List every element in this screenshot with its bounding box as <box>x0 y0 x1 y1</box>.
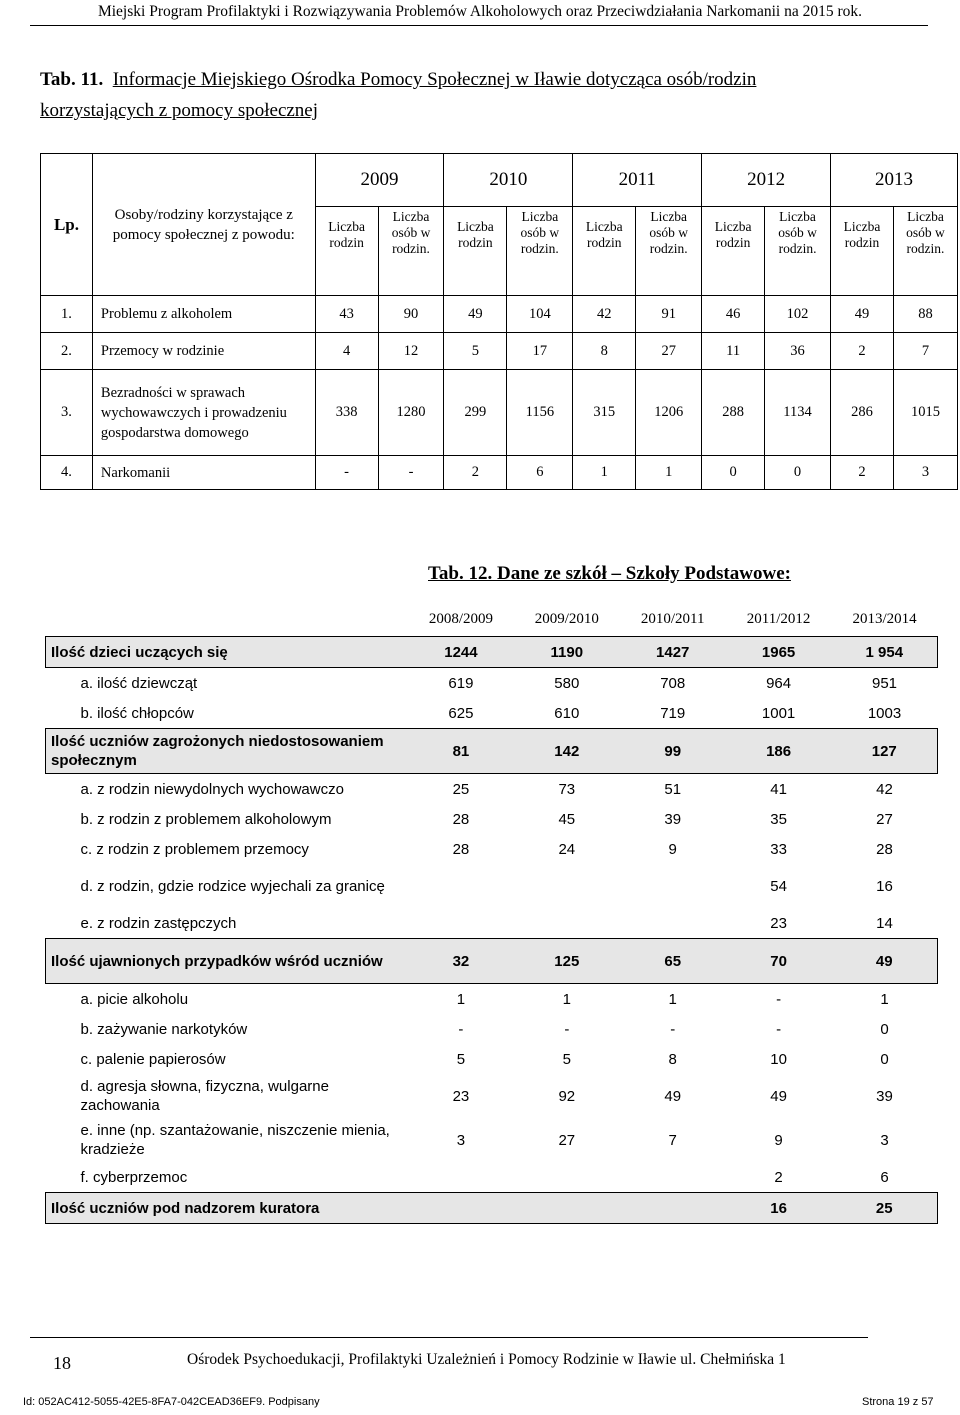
row-label: Problemu z alkoholem <box>92 296 315 333</box>
table-cell: - <box>564 1020 570 1038</box>
row-label: Ilość uczniów pod nadzorem kuratora <box>46 1193 408 1224</box>
row-label: Bezradności w sprawach wychowawczych i prowadzeniu gospodarstwa domowego <box>92 370 315 456</box>
row-label: d. agresja słowna, fizyczna, wulgarne zachowania <box>80 1078 329 1114</box>
table-row <box>46 1014 938 1044</box>
table-cell: 36 <box>765 333 831 370</box>
col-reason-header: Osoby/rodziny korzystające z pomocy społecznej z powodu: <box>92 154 315 296</box>
table-cell: - <box>315 456 378 490</box>
sub-header-families: Liczba rodzin <box>702 207 765 296</box>
table-cell: - <box>458 1020 464 1038</box>
table-cell: 1015 <box>893 370 957 456</box>
table-cell: - <box>776 990 782 1008</box>
table-cell: 2 <box>831 456 894 490</box>
table-cell: 580 <box>554 674 580 692</box>
table-cell <box>408 908 514 939</box>
sub-header-families: Liczba rodzin <box>573 207 636 296</box>
table-cell: 42 <box>573 296 636 333</box>
sub-header-persons: Liczba osób w rodzin. <box>378 207 444 296</box>
table-cell: 65 <box>620 939 726 984</box>
year-header: 2009 <box>315 154 444 207</box>
table-cell: 610 <box>554 704 580 722</box>
table-cell: 10 <box>770 1050 787 1068</box>
table-cell: 6 <box>507 456 573 490</box>
table-cell: 0 <box>880 1020 889 1038</box>
table-cell <box>620 864 726 908</box>
page-number: 18 <box>53 1353 71 1373</box>
header-rule <box>30 25 928 26</box>
school-year-header: 2009/2010 <box>534 611 599 627</box>
table11-label: Tab. 11. <box>40 69 104 90</box>
table-cell: 91 <box>636 296 702 333</box>
table-cell <box>514 1162 620 1193</box>
table-cell <box>408 1193 514 1224</box>
footer-text: Ośrodek Psychoedukacji, Profilaktyki Uzależnień i Pomocy Rodzinie w Iławie ul. Chełmińska 1 <box>187 1351 786 1368</box>
table-cell: 1 <box>668 990 677 1008</box>
table-cell: 73 <box>558 780 576 798</box>
row-label: b. zażywanie narkotyków <box>80 1020 248 1038</box>
table-cell: 24 <box>558 840 576 858</box>
table-row <box>46 908 938 939</box>
table-cell: 23 <box>770 914 787 932</box>
table-cell <box>620 1193 726 1224</box>
sub-header-families: Liczba rodzin <box>831 207 894 296</box>
year-header: 2010 <box>444 154 573 207</box>
table-cell: 1003 <box>867 704 902 722</box>
table-cell: 41 <box>770 780 787 798</box>
row-label: e. inne (np. szantażowanie, niszczenie mienia, kradzieże <box>80 1122 390 1158</box>
table-cell: 3 <box>456 1131 466 1149</box>
row-label: b. z rodzin z problemem alkoholowym <box>80 810 332 828</box>
row-label: Ilość dzieci uczących się <box>46 637 408 668</box>
table-row <box>46 1044 938 1074</box>
table-cell: 964 <box>766 674 792 692</box>
table-cell: 25 <box>452 780 470 798</box>
table-cell: 33 <box>770 840 787 858</box>
table-cell: 9 <box>668 840 677 858</box>
table-cell: 35 <box>770 810 787 828</box>
table-cell: 27 <box>636 333 702 370</box>
table-cell: 1 954 <box>832 637 938 668</box>
table-cell: 1 <box>456 990 466 1008</box>
table-cell: 1244 <box>408 637 514 668</box>
table-row <box>41 333 958 370</box>
table-cell: 1 <box>880 990 889 1008</box>
table-cell: 39 <box>876 1087 893 1105</box>
table-cell: 49 <box>664 1087 682 1105</box>
table-cell: 4 <box>315 333 378 370</box>
table-cell: 102 <box>765 296 831 333</box>
table-cell: 16 <box>876 877 893 895</box>
table11-title <box>40 64 940 126</box>
table-cell <box>620 908 726 939</box>
table-row <box>46 1162 938 1193</box>
table-cell: 5 <box>444 333 507 370</box>
table-cell: 5 <box>562 1050 571 1068</box>
row-number: 3. <box>41 370 93 456</box>
table-row <box>41 296 958 333</box>
row-label: a. z rodzin niewydolnych wychowawczo <box>80 780 344 798</box>
table-cell: 54 <box>770 877 787 895</box>
row-label: c. z rodzin z problemem przemocy <box>80 840 309 858</box>
table-row <box>46 984 938 1015</box>
table-cell: 16 <box>726 1193 832 1224</box>
table-cell: 92 <box>558 1087 576 1105</box>
row-label: Przemocy w rodzinie <box>92 333 315 370</box>
school-year-header: 2008/2009 <box>428 611 494 627</box>
table-cell <box>514 864 620 908</box>
table-cell: 1001 <box>761 704 796 722</box>
year-header: 2012 <box>702 154 831 207</box>
table-cell: 951 <box>872 674 898 692</box>
row-label: c. palenie papierosów <box>80 1050 226 1068</box>
table-cell: 142 <box>514 729 620 774</box>
table-cell: 708 <box>660 674 686 692</box>
table-cell: 1156 <box>507 370 573 456</box>
table-cell: 3 <box>893 456 957 490</box>
table12-title: Tab. 12. Dane ze szkół – Szkoły Podstawowe: <box>428 563 791 584</box>
col-lp-header: Lp. <box>41 154 93 296</box>
table11-body <box>41 296 958 490</box>
table-cell: 12 <box>378 333 444 370</box>
table-cell <box>408 1162 514 1193</box>
table-cell: 0 <box>702 456 765 490</box>
table-cell: - <box>670 1020 676 1038</box>
table-cell: 719 <box>660 704 686 722</box>
sub-header-families: Liczba rodzin <box>444 207 507 296</box>
table-cell: 299 <box>444 370 507 456</box>
table12-body <box>46 637 938 1224</box>
table-cell: 315 <box>573 370 636 456</box>
table-cell: 338 <box>315 370 378 456</box>
section-row <box>46 729 938 774</box>
row-label: Ilość uczniów zagrożonych niedostosowaniem społecznym <box>46 729 408 774</box>
table-cell: 7 <box>668 1131 677 1149</box>
table-cell: 8 <box>668 1050 677 1068</box>
table-row <box>46 698 938 729</box>
table-cell: 70 <box>726 939 832 984</box>
row-number: 1. <box>41 296 93 333</box>
table-row <box>46 1074 938 1118</box>
school-year-header: 2010/2011 <box>640 611 705 627</box>
sub-header-persons: Liczba osób w rodzin. <box>507 207 573 296</box>
row-label: Ilość ujawnionych przypadków wśród uczniów <box>46 939 408 984</box>
table-cell: 23 <box>452 1087 470 1105</box>
table-cell: 81 <box>408 729 514 774</box>
row-number: 2. <box>41 333 93 370</box>
table-cell: 0 <box>765 456 831 490</box>
table-cell: 45 <box>558 810 576 828</box>
table-cell: 17 <box>507 333 573 370</box>
section-row <box>46 1193 938 1224</box>
table-cell: 1206 <box>636 370 702 456</box>
year-header: 2013 <box>831 154 958 207</box>
table-row <box>46 864 938 908</box>
table-cell: 286 <box>831 370 894 456</box>
table-row <box>46 834 938 864</box>
row-label: b. ilość chłopców <box>80 704 194 722</box>
table-cell: 288 <box>702 370 765 456</box>
table-cell: 2 <box>831 333 894 370</box>
table-row <box>46 804 938 834</box>
table-cell: 49 <box>444 296 507 333</box>
sub-header-families: Liczba rodzin <box>315 207 378 296</box>
page-count: Strona 19 z 57 <box>862 1396 934 1408</box>
table-cell: 1 <box>636 456 702 490</box>
table11 <box>40 153 958 490</box>
table-cell: 625 <box>448 704 474 722</box>
row-label: d. z rodzin, gdzie rodzice wyjechali za granicę <box>80 877 385 895</box>
table-cell: 127 <box>832 729 938 774</box>
sub-header-persons: Liczba osób w rodzin. <box>765 207 831 296</box>
section-row <box>46 939 938 984</box>
table-cell: 1134 <box>765 370 831 456</box>
table-cell: 1 <box>562 990 571 1008</box>
table-row <box>46 774 938 805</box>
table-cell: 9 <box>774 1131 783 1149</box>
table-cell: 49 <box>832 939 938 984</box>
table-cell: 3 <box>880 1131 889 1149</box>
document-id: Id: 052AC412-5055-42E5-8FA7-042CEAD36EF9. Podpisany <box>23 1396 320 1408</box>
table12-corner <box>46 603 408 637</box>
table-cell: 49 <box>770 1087 787 1105</box>
table-cell: 619 <box>448 674 474 692</box>
row-label: f. cyberprzemoc <box>80 1168 188 1186</box>
table-cell: 88 <box>893 296 957 333</box>
table-row <box>46 668 938 699</box>
table-cell: 43 <box>315 296 378 333</box>
table-cell: 32 <box>408 939 514 984</box>
table-cell: 1427 <box>620 637 726 668</box>
school-year-header: 2013/2014 <box>852 611 917 627</box>
table-cell: 14 <box>876 914 893 932</box>
table-cell <box>620 1162 726 1193</box>
sub-header-persons: Liczba osób w rodzin. <box>636 207 702 296</box>
page-header: Miejski Program Profilaktyki i Rozwiązywania Problemów Alkoholowych oraz Przeciwdziałania Narkomanii na 2015 rok. <box>97 3 863 20</box>
footer-rule <box>30 1337 868 1338</box>
table-cell: - <box>378 456 444 490</box>
table-cell: 90 <box>378 296 444 333</box>
table-cell: 27 <box>558 1131 576 1149</box>
table11-title-line1: Informacje Miejskiego Ośrodka Pomocy Społecznej w Iławie dotycząca osób/rodzin <box>112 69 757 90</box>
table-cell: 5 <box>456 1050 466 1068</box>
table-cell: 28 <box>452 810 470 828</box>
table-row <box>46 1118 938 1162</box>
table-cell: 28 <box>452 840 470 858</box>
row-label: Narkomanii <box>92 456 315 490</box>
table-cell: 2 <box>444 456 507 490</box>
table-cell: 8 <box>573 333 636 370</box>
row-label: e. z rodzin zastępczych <box>80 914 237 932</box>
table11-title-line2: korzystających z pomocy społecznej <box>40 100 319 121</box>
table-cell: 46 <box>702 296 765 333</box>
table-cell: 51 <box>664 780 682 798</box>
table-cell: 25 <box>832 1193 938 1224</box>
table-cell: - <box>776 1020 782 1038</box>
row-number: 4. <box>41 456 93 490</box>
table-cell: 11 <box>702 333 765 370</box>
table-cell: 28 <box>876 840 893 858</box>
row-label: a. ilość dziewcząt <box>80 674 198 692</box>
school-year-header: 2011/2012 <box>746 611 811 627</box>
table12 <box>45 603 938 1224</box>
table-cell: 1 <box>573 456 636 490</box>
table-cell: 49 <box>831 296 894 333</box>
table-row <box>41 456 958 490</box>
sub-header-persons: Liczba osób w rodzin. <box>893 207 957 296</box>
table-cell: 27 <box>876 810 893 828</box>
table-cell <box>408 864 514 908</box>
table-cell: 1190 <box>514 637 620 668</box>
section-row <box>46 637 938 668</box>
table-cell <box>514 908 620 939</box>
row-label: a. picie alkoholu <box>80 990 189 1008</box>
table-cell: 0 <box>880 1050 889 1068</box>
table-cell: 186 <box>726 729 832 774</box>
table-cell <box>514 1193 620 1224</box>
table-cell: 1965 <box>726 637 832 668</box>
table-cell: 6 <box>880 1168 889 1186</box>
table-cell: 99 <box>620 729 726 774</box>
table-cell: 125 <box>514 939 620 984</box>
table-cell: 1280 <box>378 370 444 456</box>
table-cell: 7 <box>893 333 957 370</box>
table-cell: 2 <box>774 1168 783 1186</box>
table-row <box>41 370 958 456</box>
table-cell: 39 <box>664 810 682 828</box>
table-cell: 42 <box>876 780 893 798</box>
table-cell: 104 <box>507 296 573 333</box>
year-header: 2011 <box>573 154 702 207</box>
